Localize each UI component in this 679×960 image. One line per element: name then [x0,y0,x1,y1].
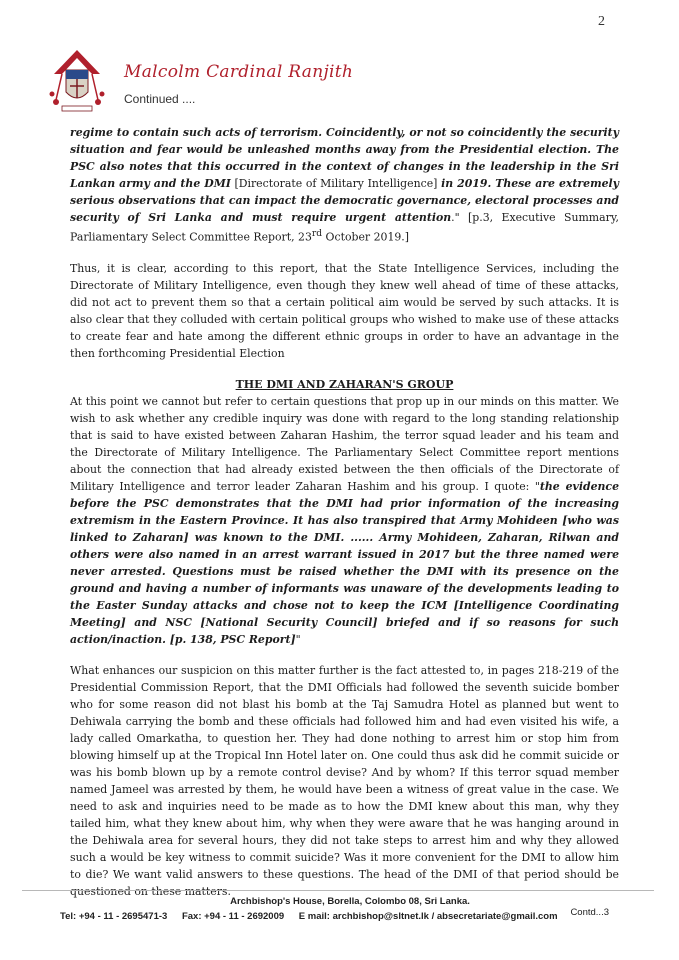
continued-marker: Contd...3 [570,907,609,918]
coat-of-arms-icon [42,48,112,118]
footer-divider [22,890,654,891]
paragraph-psc-quote: regime to contain such acts of terrorism. Coincidently, or not so coincidently the security situation and fear would be unleashed months away from the Presidential election. The PSC also notes that this occurred in the context of changes in the leadership in the Sri Lankan army and the DMI [Directorate of Military Intelligence] in 2019. These are extremely serious observations that can impact the democratic governance, electoral processes and security of Sri Lanka and must require urgent attention." [p.3, Executive Summary, Parliamentary Select Committee Report, 23rd October 2019.] [70,126,619,244]
paragraph-intelligence-services: Thus, it is clear, according to this report, that the State Intelligence Services, including the Directorate of Military Intelligence, even though they knew well ahead of time of these attacks, did not act to prevent them so that a certain political aim would be served by such attacks. It is also clear that they colluded with certain political groups who wished to make use of these attacks to create fear and hate among the different ethnic groups in order to have an advantage in the then forthcoming Presidential Election [70,261,619,360]
footer [60,896,640,922]
footer-address: Archbishop's House, Borella, Colombo 08, Sri Lanka. [230,896,470,907]
page-number: 2 [598,14,605,29]
footer-fax: Fax: +94 - 11 - 2692009 [181,911,285,922]
section-heading: THE DMI AND ZAHARAN'S GROUP [235,377,454,391]
sender-name: Malcolm Cardinal Ranjith [124,62,354,82]
paragraph-dmi-zaharan: At this point we cannot but refer to certain questions that prop up in our minds on this matter. We wish to ask whether any credible inquiry was done with regard to the long standing relationship that is said to have existed between Zaharan Hashim, the terror squad leader and his team and the Directorate of Military Intelligence. The Parliamentary Select Committee report mentions about the connection that had already existed between the then officials of the Directorate of Military Intelligence and terror leader Zaharan Hashim and his group. I quote: "the evidence before the PSC demonstrates that the DMI had prior information of the increasing extremism in the Eastern Province. It has also transpired that Army Mohideen [who was linked to Zaharan] was known to the DMI. ...... Army Mohideen, Zaharan, Rilwan and others were also named in an arrest warrant issued in 2017 but the three named were never arrested. Questions must be raised whether the DMI with its presence on the ground and having a number of informants was unaware of the developments leading to the Easter Sunday attacks and chose not to keep the ICM [Intelligence Coordinating Meeting] and NSC [National Security Council] briefed and if so reasons for such action/inaction. [p. 138, PSC Report]" [70,394,619,646]
paragraph-suicide-bomber: What enhances our suspicion on this matter further is the fact attested to, in pages 218-219 of the Presidential Commission Report, that the DMI Officials had followed the seventh suicide bomber who for some reason did not blast his bomb at the Taj Samudra Hotel as planned but went to Dehiwala carrying the bomb and these officials had followed him and had even visited his wife, a lady called Omarkatha, to question her. They had done nothing to arrest him or stop him from blowing himself up at the Tropical Inn Hotel later on. One could thus ask did he commit suicide or was his bomb blown up by a remote control devise? And by whom? If this terror squad member named Jameel was arrested by them, he would have been a witness of great value in the case. We need to ask and inquiries need to be made as to how the DMI knew about this man, why they tailed him, what they knew about him, why when they were aware that he was hanging around in the Dehiwala area for several hours, they did not take steps to arrest him and why they allowed such a would be key witness to commit suicide? Was it more convenient for the DMI to allow him to die? We want valid answers to these questions. The head of the DMI of that period should be questioned on these matters. [70,663,619,898]
footer-contacts [60,911,640,922]
footer-email: E mail: archbishop@sltnet.lk / absecretariate@gmail.com [298,911,558,922]
footer-tel: Tel: +94 - 11 - 2695471-3 [60,911,168,922]
letter-body [70,124,619,914]
continued-label: Continued .... [124,92,196,106]
letterhead [36,48,636,118]
